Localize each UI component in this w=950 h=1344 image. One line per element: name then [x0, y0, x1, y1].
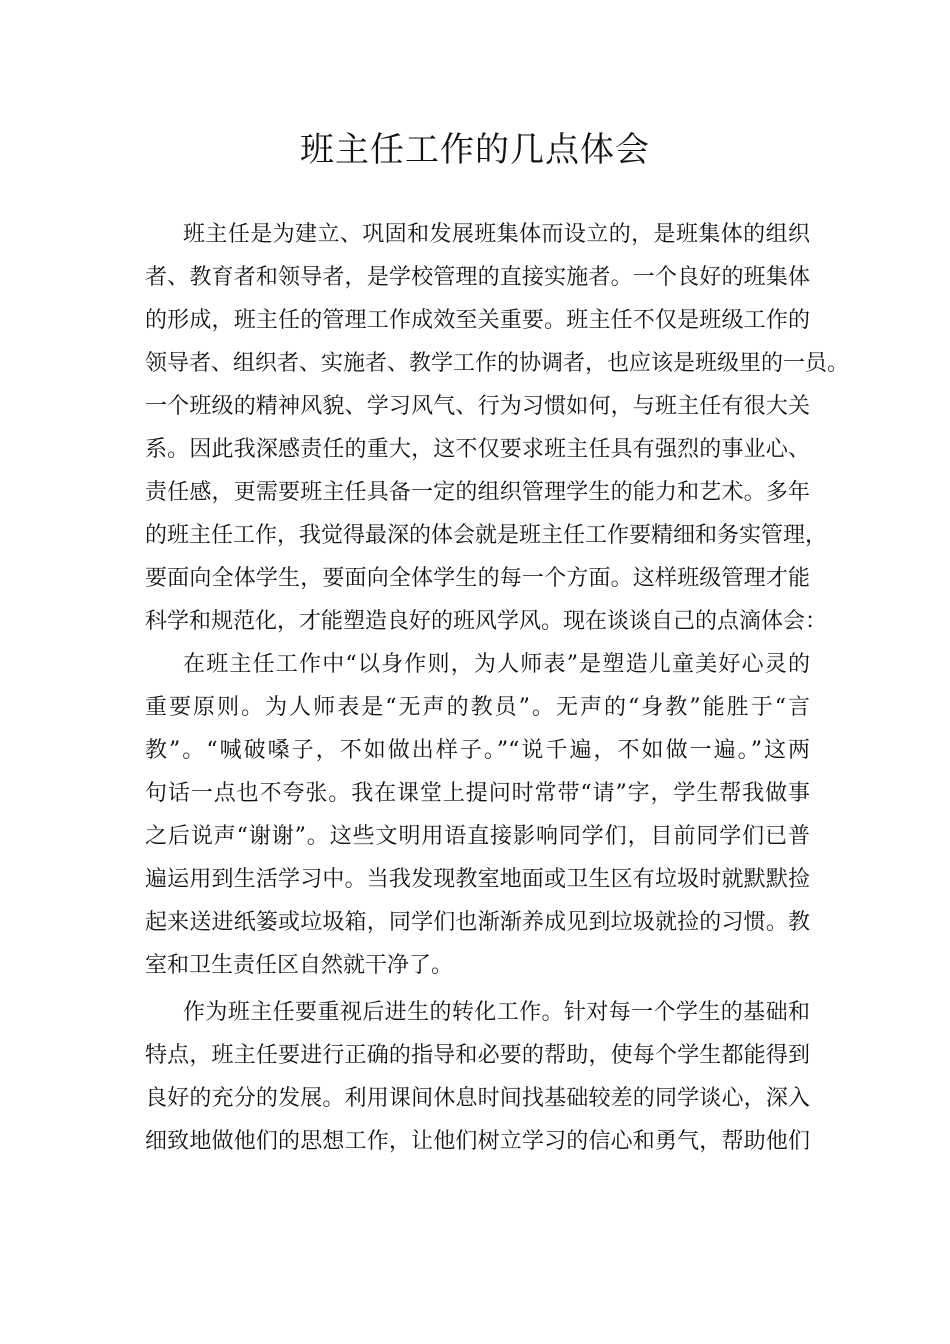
text-line: 特点，班主任要进行正确的指导和必要的帮助，使每个学生都能得到 [145, 1043, 810, 1068]
text-line: 良好的充分的发展。利用课间休息时间找基础较差的同学谈心，深入 [145, 1086, 810, 1111]
paragraph-3 [145, 991, 810, 1163]
document-title: 班主任工作的几点体会 [300, 130, 650, 170]
text-line: 起来送进纸篓或垃圾箱，同学们也渐渐养成见到垃圾就捡的习惯。教 [145, 910, 810, 935]
text-line: 班主任是为建立、巩固和发展班集体而设立的，是班集体的组织 [183, 222, 810, 247]
text-line: 室和卫生责任区自然就干净了。 [145, 953, 454, 978]
document-body [145, 213, 850, 1163]
text-line: 之后说声“谢谢”。这些文明用语直接影响同学们，目前同学们已普 [145, 824, 810, 849]
paragraph-1 [145, 213, 850, 643]
text-line: 作为班主任要重视后进生的转化工作。针对每一个学生的基础和 [183, 1000, 810, 1025]
text-line: 遍运用到生活学习中。当我发现教室地面或卫生区有垃圾时就默默捡 [145, 867, 810, 892]
text-line: 句话一点也不夸张。我在课堂上提问时常带“请”字，学生帮我做事 [145, 781, 810, 806]
text-line: 教”。“喊破嗓子，不如做出样子。”“说千遍，不如做一遍。”这两 [145, 738, 810, 763]
paragraph-2 [145, 643, 810, 987]
text-line: 的班主任工作，我觉得最深的体会就是班主任工作要精细和务实管理， [145, 523, 828, 548]
text-line: 科学和规范化，才能塑造良好的班风学风。现在谈谈自己的点滴体会： [145, 609, 828, 634]
text-line: 系。因此我深感责任的重大，这不仅要求班主任具有强烈的事业心、 [145, 437, 810, 462]
text-line: 重要原则。为人师表是“无声的教员”。无声的“身教”能胜于“言 [145, 695, 810, 720]
text-line: 者、教育者和领导者，是学校管理的直接实施者。一个良好的班集体 [145, 265, 810, 290]
text-line: 要面向全体学生，要面向全体学生的每一个方面。这样班级管理才能 [145, 566, 810, 591]
text-line: 细致地做他们的思想工作，让他们树立学习的信心和勇气，帮助他们 [145, 1129, 810, 1154]
text-line: 责任感，更需要班主任具备一定的组织管理学生的能力和艺术。多年 [145, 480, 810, 505]
text-line: 一个班级的精神风貌、学习风气、行为习惯如何，与班主任有很大关 [145, 394, 810, 419]
text-line: 的形成，班主任的管理工作成效至关重要。班主任不仅是班级工作的 [145, 308, 810, 333]
text-line: 领导者、组织者、实施者、教学工作的协调者，也应该是班级里的一员。 [145, 351, 850, 376]
text-line: 在班主任工作中“以身作则，为人师表”是塑造儿童美好心灵的 [183, 652, 810, 677]
